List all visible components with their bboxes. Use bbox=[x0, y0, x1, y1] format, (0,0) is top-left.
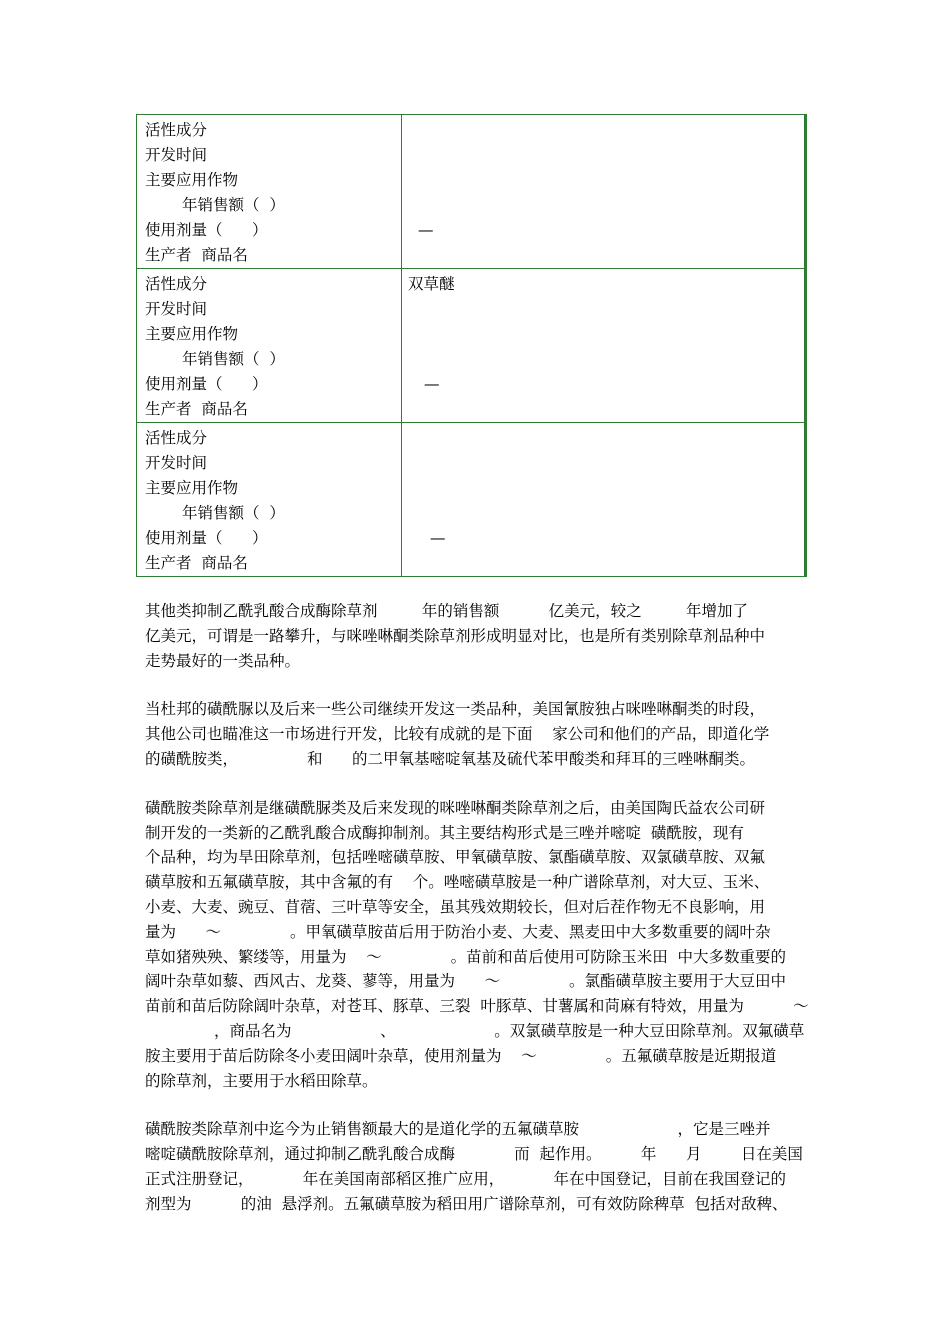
text-line: 嘧啶磺酰胺除草剂，通过抑制乙酰乳酸合成酶 而 起作用。 年 月 日在美国 bbox=[145, 1145, 803, 1164]
value-cell bbox=[402, 115, 806, 269]
label-active-ingredient: 活性成分 bbox=[145, 429, 208, 447]
paragraph-penoxsulam bbox=[145, 1117, 811, 1216]
label-producer-brand: 生产者 商品名 bbox=[145, 400, 248, 418]
value-cell bbox=[402, 423, 806, 577]
label-active-ingredient: 活性成分 bbox=[145, 275, 208, 293]
table-row bbox=[137, 269, 806, 423]
text-line: 当杜邦的磺酰脲以及后来一些公司继续开发这一类品种，美国氰胺独占咪唑啉酮类的时段， bbox=[145, 700, 766, 719]
text-line: 量为 ～ 。甲氧磺草胺苗后用于防治小麦、大麦、黑麦田中大多数重要的阔叶杂 bbox=[145, 922, 771, 941]
label-dosage: 使用剂量（ ） bbox=[145, 375, 268, 393]
herbicide-info-table bbox=[136, 114, 807, 577]
label-producer-brand: 生产者 商品名 bbox=[145, 554, 248, 572]
label-development-time: 开发时间 bbox=[145, 454, 208, 472]
label-producer-brand: 生产者 商品名 bbox=[145, 246, 248, 264]
label-cell bbox=[137, 115, 402, 269]
label-dosage: 使用剂量（ ） bbox=[145, 529, 268, 547]
text-line: 个品种，均为旱田除草剂，包括唑嘧磺草胺、甲氧磺草胺、氯酯磺草胺、双氯磺草胺、双氟 bbox=[145, 848, 766, 867]
label-cell bbox=[137, 423, 402, 577]
value-dosage: — bbox=[430, 529, 446, 547]
text-line: 制开发的一类新的乙酰乳酸合成酶抑制剂。其主要结构形式是三唑并嘧啶 磺酰胺，现有 bbox=[145, 823, 744, 842]
text-line: 正式注册登记， 年在美国南部稻区推广应用， 年在中国登记，目前在我国登记的 bbox=[145, 1169, 787, 1188]
text-line: 其他公司也瞄准这一市场进行开发，比较有成就的是下面 家公司和他们的产品，即道化学 bbox=[145, 725, 770, 744]
label-annual-sales: 年销售额（ ） bbox=[182, 350, 285, 368]
text-line: 的除草剂，主要用于水稻田除草。 bbox=[145, 1071, 378, 1090]
text-line: 磺酰胺类除草剂是继磺酰脲类及后来发现的咪唑啉酮类除草剂之后，由美国陶氏益农公司研 bbox=[145, 798, 766, 817]
text-line: 剂型为 的油 悬浮剂。五氟磺草胺为稻田用广谱除草剂，可有效防除稗草 包括对敌稗、 bbox=[145, 1194, 788, 1213]
label-active-ingredient: 活性成分 bbox=[145, 121, 208, 139]
table-row bbox=[137, 115, 806, 269]
text-line: 亿美元，可谓是一路攀升，与咪唑啉酮类除草剂形成明显对比，也是所有类别除草剂品种中 bbox=[145, 626, 766, 645]
paragraph-sulfonamide-overview bbox=[145, 796, 811, 1094]
label-main-crops: 主要应用作物 bbox=[145, 479, 239, 497]
label-development-time: 开发时间 bbox=[145, 146, 208, 164]
table-row bbox=[137, 423, 806, 577]
label-development-time: 开发时间 bbox=[145, 300, 208, 318]
value-active-ingredient: 双草醚 bbox=[408, 275, 455, 293]
label-main-crops: 主要应用作物 bbox=[145, 325, 239, 343]
paragraph-other-als-sales bbox=[145, 599, 811, 673]
paragraph-company-development bbox=[145, 697, 811, 771]
text-line: 小麦、大麦、豌豆、苜蓿、三叶草等安全，虽其残效期较长，但对后茬作物无不良影响，用 bbox=[145, 897, 766, 916]
value-dosage: — bbox=[424, 375, 440, 393]
label-annual-sales: 年销售额（ ） bbox=[182, 196, 285, 214]
label-main-crops: 主要应用作物 bbox=[145, 171, 239, 189]
text-line: 磺草胺和五氟磺草胺，其中含氟的有 个。唑嘧磺草胺是一种广谱除草剂，对大豆、玉米、 bbox=[145, 873, 770, 892]
text-line: 的磺酰胺类， 和 的二甲氧基嘧啶氧基及硫代苯甲酸类和拜耳的三唑啉酮类。 bbox=[145, 749, 756, 768]
text-line: 草如猪殃殃、繁缕等，用量为 ～ 。苗前和苗后使用可防除玉米田 中大多数重要的 bbox=[145, 947, 787, 966]
label-annual-sales: 年销售额（ ） bbox=[182, 504, 285, 522]
text-line: 苗前和苗后防除阔叶杂草，对苍耳、豚草、三裂 叶豚草、甘薯属和苘麻有特效，用量为 ～ bbox=[145, 997, 809, 1016]
body-text bbox=[145, 599, 811, 1241]
text-line: 磺酰胺类除草剂中迄今为止销售额最大的是道化学的五氟磺草胺 ，它是三唑并 bbox=[145, 1120, 771, 1139]
text-line: 其他类抑制乙酰乳酸合成酶除草剂 年的销售额 亿美元，较之 年增加了 bbox=[145, 602, 748, 620]
label-dosage: 使用剂量（ ） bbox=[145, 221, 268, 239]
value-cell bbox=[402, 269, 806, 423]
text-line: 阔叶杂草如藜、西风古、龙葵、蓼等，用量为 ～ 。氯酯磺草胺主要用于大豆田中 bbox=[145, 972, 787, 991]
value-dosage: — bbox=[418, 221, 434, 239]
text-line: ，商品名为 、 。双氯磺草胺是一种大豆田除草剂。双氟磺草 bbox=[145, 1021, 805, 1040]
text-line: 走势最好的一类品种。 bbox=[145, 651, 301, 670]
label-cell bbox=[137, 269, 402, 423]
text-line: 胺主要用于苗后防除冬小麦田阔叶杂草，使用剂量为 ～ 。五氟磺草胺是近期报道 bbox=[145, 1046, 777, 1065]
